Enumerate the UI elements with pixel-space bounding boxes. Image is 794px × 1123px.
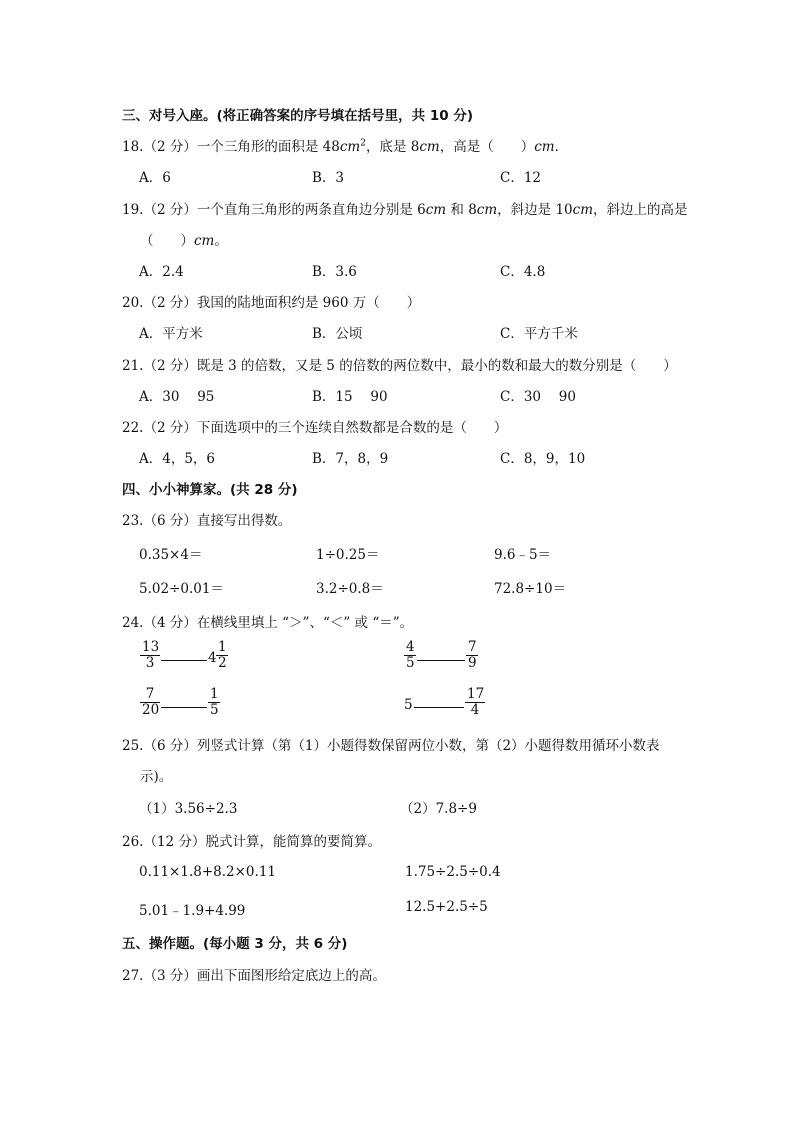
q25-item-2: （2）7.8÷9 — [400, 801, 477, 817]
q24-blank-2[interactable] — [417, 660, 465, 661]
q24-f2-den: 5 — [406, 655, 415, 671]
question-22-stem: 22.（2 分）下面选项中的三个连续自然数都是合数的是（ ） — [122, 420, 508, 436]
q20-option-b: B．公顷 — [312, 326, 363, 342]
q24-blank-1[interactable] — [161, 660, 207, 661]
q26-item-2: 1.75÷2.5÷0.4 — [405, 864, 501, 880]
q23-item-4: 5.02÷0.01＝ — [139, 581, 224, 597]
q19-option-c: C．4.8 — [500, 264, 546, 280]
question-23-stem: 23.（6 分）直接写出得数。 — [122, 513, 292, 529]
q24-frac-1b — [216, 640, 228, 671]
q24-f3-den2: 5 — [210, 702, 219, 718]
q24-f3-num2: 1 — [210, 686, 219, 702]
question-27-stem: 27.（3 分）画出下面图形给定底边上的高。 — [122, 968, 386, 984]
q24-f1-num2: 1 — [218, 639, 227, 655]
q18-option-a: A．6 — [139, 170, 171, 186]
q24-f3-den: 20 — [142, 702, 160, 718]
q19-stem-c: ，斜边是 10 — [497, 202, 573, 218]
q18-unit-2: cm — [419, 139, 440, 155]
q24-f4-num2: 17 — [467, 686, 485, 702]
q24-frac-3 — [140, 687, 160, 718]
q24-f1-den: 3 — [145, 655, 155, 671]
q24-f3-num: 7 — [145, 686, 155, 702]
q18-stem-end: ． — [554, 139, 569, 155]
q24-frac-4 — [465, 687, 485, 718]
q18-stem-c: ，高是（ ） — [439, 139, 535, 155]
q24-f4-whole: 5 — [404, 697, 413, 713]
q19-option-b: B．3.6 — [312, 264, 357, 280]
q19-stem-a: 19.（2 分）一个直角三角形的两条直角边分别是 6 — [122, 202, 426, 218]
q21-option-b: B．15 90 — [312, 389, 388, 405]
question-20-stem: 20.（2 分）我国的陆地面积约是 960 万（ ） — [122, 295, 421, 311]
q18-sup: 2 — [360, 138, 366, 149]
section-5-title: 五、操作题。(每小题 3 分，共 6 分) — [122, 936, 348, 952]
q21-option-a: A．30 95 — [139, 389, 215, 405]
q24-f2-num2: 7 — [468, 639, 477, 655]
q18-stem-b: ，底是 8 — [365, 139, 420, 155]
q22-option-b: B．7，8，9 — [312, 451, 389, 467]
question-25-stem-line2: 示)。 — [140, 769, 173, 785]
question-26-stem: 26.（12 分）脱式计算，能简算的要简算。 — [122, 834, 381, 850]
q24-frac-2 — [404, 640, 416, 671]
q19-unit-4: cm — [194, 233, 215, 249]
q18-option-c: C．12 — [500, 170, 542, 186]
question-19-stem — [122, 198, 688, 218]
q25-item-1: （1）3.56÷2.3 — [139, 801, 238, 817]
q26-item-4: 12.5+2.5÷5 — [405, 899, 488, 915]
q20-option-c: C．平方千米 — [500, 326, 578, 342]
q24-f4-den2: 4 — [470, 702, 480, 718]
q19-stem-b: 和 8 — [446, 202, 477, 218]
question-24-stem: 24.（4 分）在横线里填上 “＞”、“＜” 或 “＝”。 — [122, 615, 414, 631]
q19-unit-1: cm — [425, 202, 447, 218]
q18-unit: cm — [339, 139, 361, 155]
q22-option-c: C．8，9，10 — [500, 451, 586, 467]
q24-f2-den2: 9 — [468, 655, 477, 671]
q26-item-3: 5.01﹣1.9+4.99 — [139, 903, 246, 919]
q23-item-6: 72.8÷10＝ — [494, 581, 567, 597]
q24-f2-num: 4 — [406, 639, 415, 655]
question-21-stem: 21.（2 分）既是 3 的倍数，又是 5 的倍数的两位数中，最小的数和最大的数分别是（ ） — [122, 358, 677, 374]
q24-frac-2b — [466, 640, 478, 671]
q21-option-c: C．30 90 — [500, 389, 576, 405]
q19-stem-d: ，斜边上的高是 — [593, 202, 688, 218]
q18-option-b: B．3 — [312, 170, 345, 186]
section-3-title: 三、对号入座。(将正确答案的序号填在括号里，共 10 分) — [122, 108, 474, 124]
q19-line2-a: （ ） — [140, 233, 194, 249]
q26-item-1: 0.11×1.8+8.2×0.11 — [139, 864, 276, 880]
question-19-line2 — [140, 229, 228, 249]
q24-frac-3b — [208, 687, 220, 718]
q18-stem-a: 18.（2 分）一个三角形的面积是 48 — [122, 139, 340, 155]
q23-item-2: 1÷0.25＝ — [316, 547, 380, 563]
q19-unit-3: cm — [572, 202, 594, 218]
q23-item-1: 0.35×4＝ — [139, 547, 203, 563]
q19-unit-2: cm — [476, 202, 498, 218]
q19-line2-end: 。 — [214, 233, 228, 249]
q24-frac-1 — [140, 640, 160, 671]
section-4-title: 四、小小神算家。(共 28 分) — [122, 482, 298, 498]
q24-f1-den2: 2 — [218, 655, 227, 671]
question-25-stem: 25.（6 分）列竖式计算（第（1）小题得数保留两位小数，第（2）小题得数用循环小数表 — [122, 738, 660, 754]
q23-item-3: 9.6﹣5＝ — [494, 547, 552, 563]
q24-f1-whole: 4 — [208, 650, 217, 666]
q24-blank-3[interactable] — [161, 707, 207, 708]
q22-option-a: A．4，5，6 — [139, 451, 216, 467]
question-18-stem — [122, 135, 568, 155]
q24-f1-num: 13 — [142, 639, 160, 655]
q20-option-a: A．平方米 — [139, 326, 203, 342]
q24-blank-4[interactable] — [414, 707, 464, 708]
q19-option-a: A．2.4 — [139, 264, 184, 280]
q23-item-5: 3.2÷0.8＝ — [316, 581, 384, 597]
q18-unit-3: cm — [534, 139, 555, 155]
